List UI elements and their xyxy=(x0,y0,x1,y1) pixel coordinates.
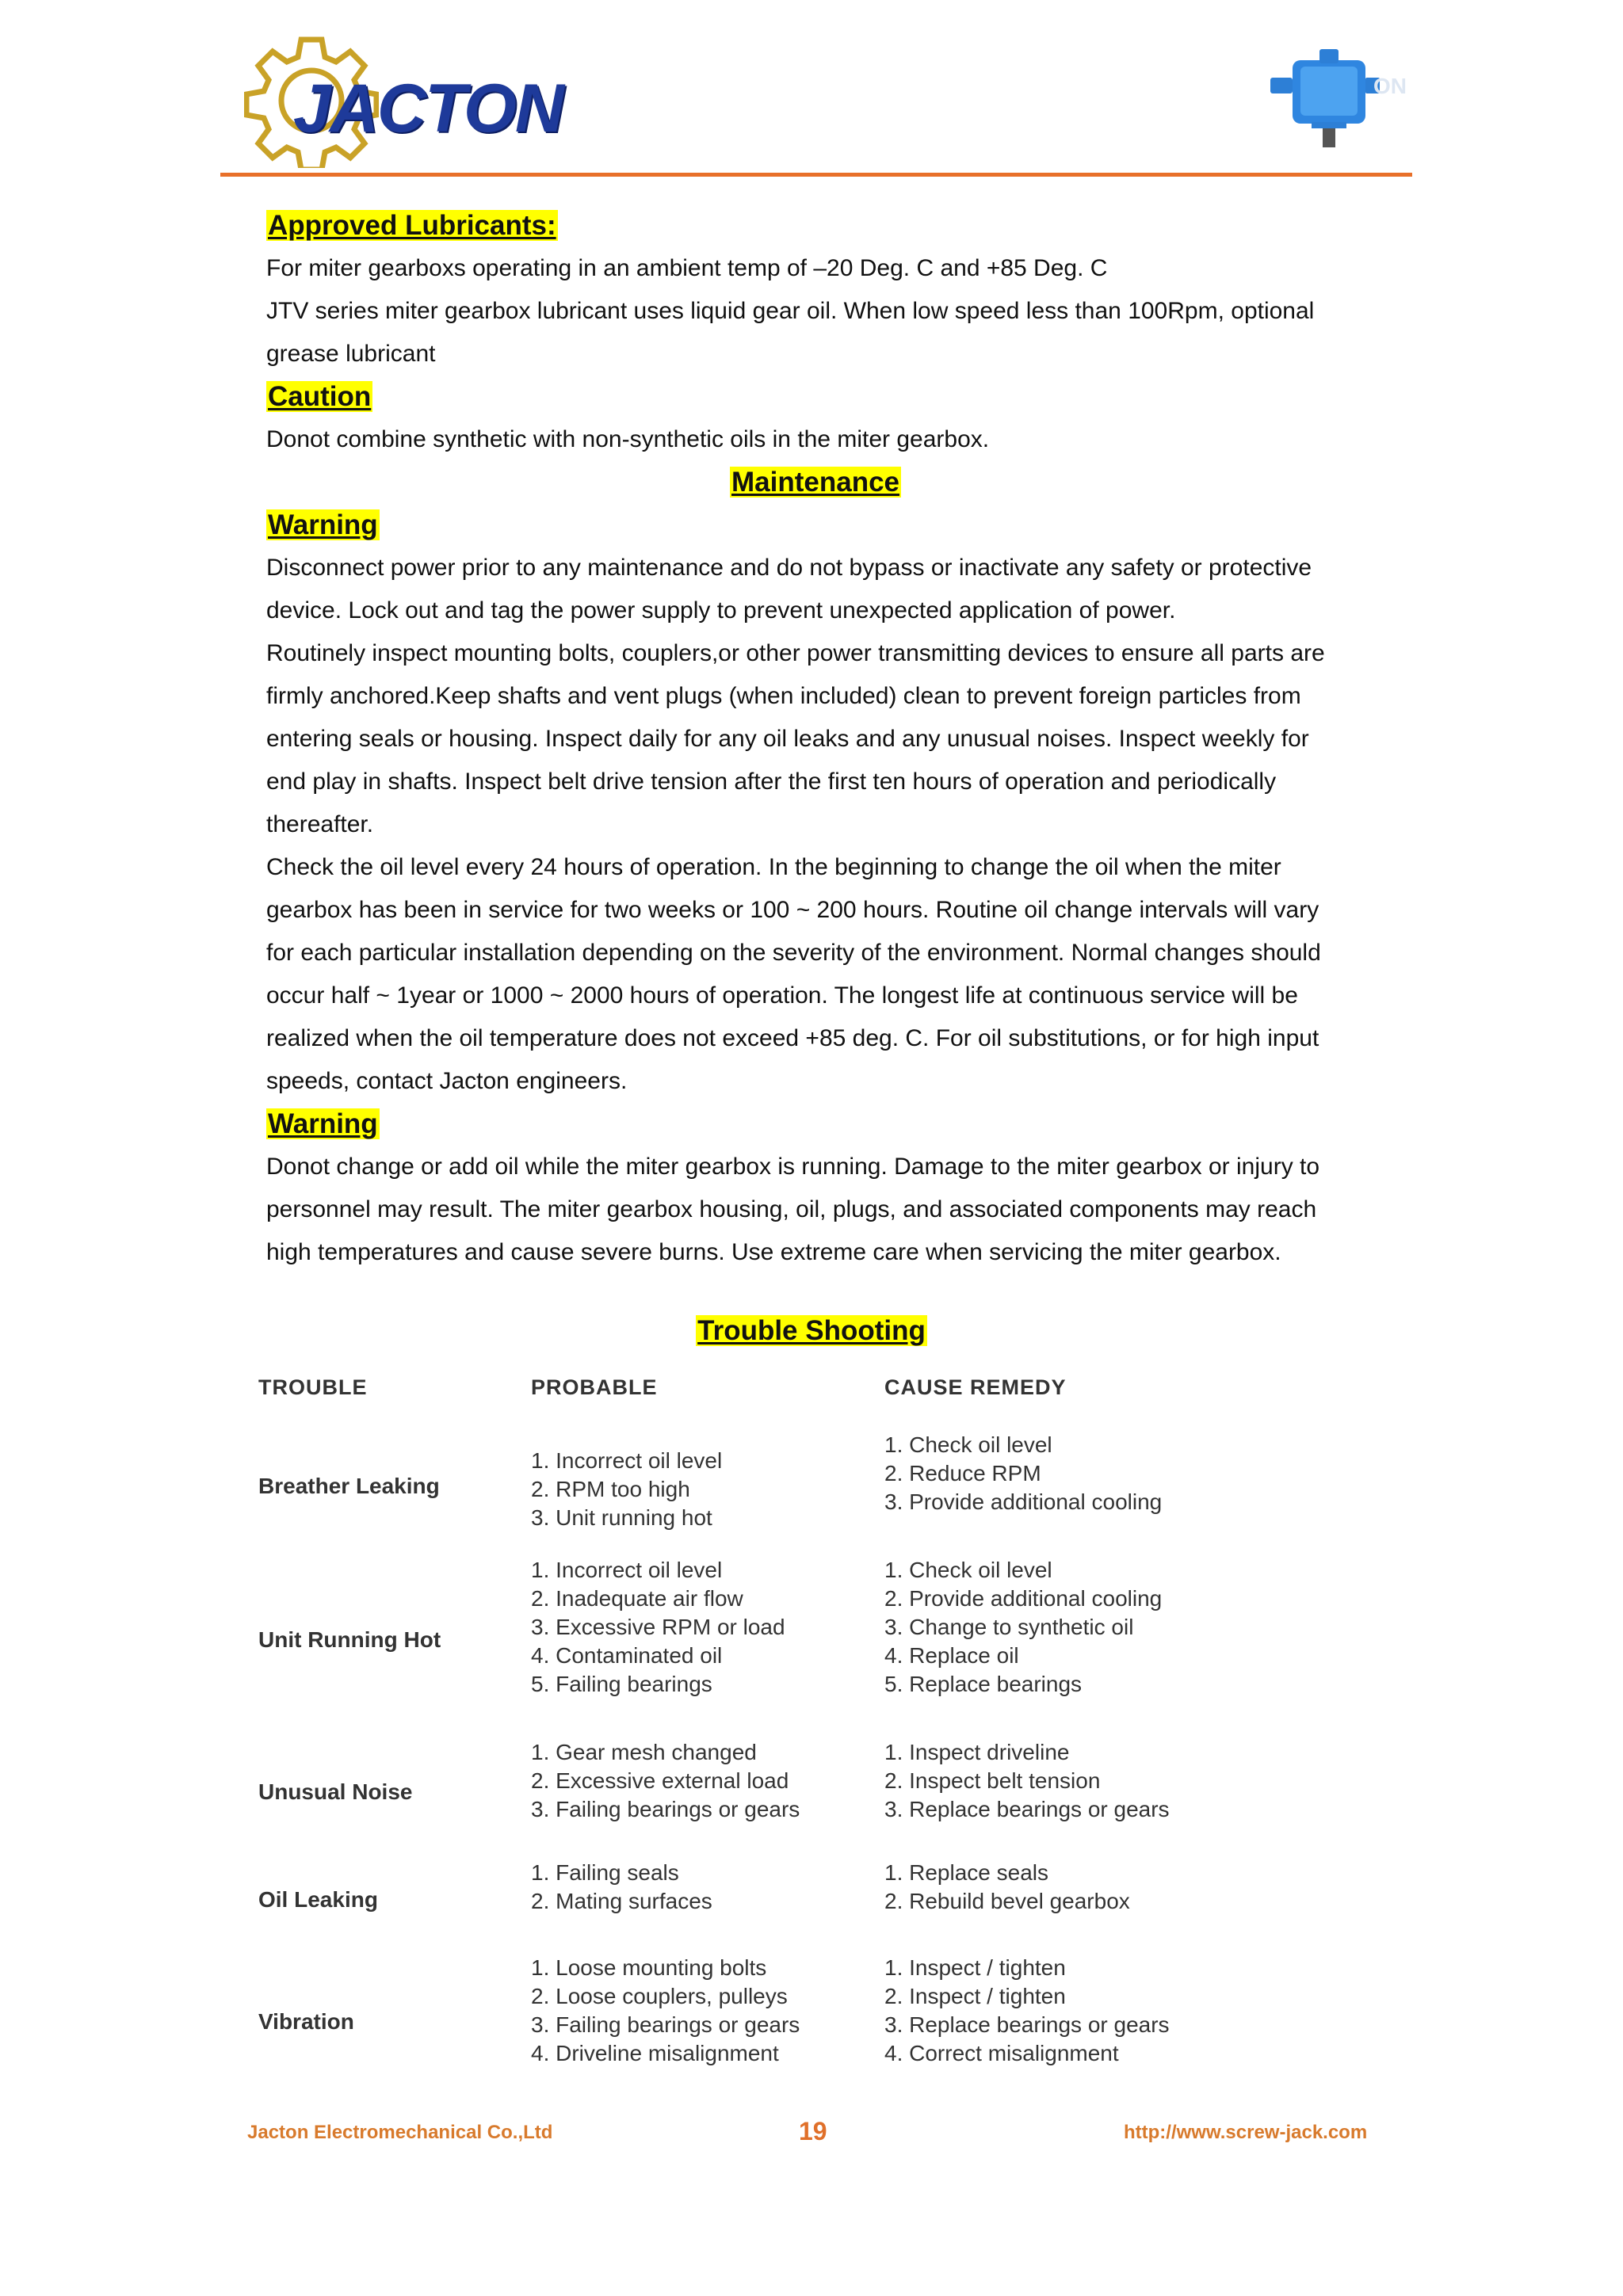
paragraph-line: For miter gearboxs operating in an ambient temp of –20 Deg. C and +85 Deg. C xyxy=(266,255,1108,281)
remedy-list xyxy=(884,1954,1170,2068)
paragraph-line: Check the oil level every 24 hours of operation. In the beginning to change the oil when the miter xyxy=(266,854,1281,880)
remedy-list xyxy=(884,1738,1170,1824)
list-item: 2. Rebuild bevel gearbox xyxy=(884,1889,1130,1913)
list-item: 3. Replace bearings or gears xyxy=(884,1797,1170,1821)
list-item: 4. Replace oil xyxy=(884,1643,1019,1668)
remedy-list xyxy=(884,1859,1130,1916)
caution-heading: Caution xyxy=(268,381,372,412)
list-item: 4. Correct misalignment xyxy=(884,2041,1119,2065)
paragraph-line: grease lubricant xyxy=(266,341,436,367)
probable-cause-list xyxy=(531,1447,722,1532)
list-item: 3. Change to synthetic oil xyxy=(884,1615,1134,1639)
list-item: 2. Excessive external load xyxy=(531,1768,789,1793)
paragraph-line: Disconnect power prior to any maintenance and do not bypass or inactivate any safety or protective xyxy=(266,555,1312,581)
trouble-cell: Breather Leaking xyxy=(258,1474,440,1498)
logo-wordmark: JACTON xyxy=(293,71,563,147)
list-item: 1. Incorrect oil level xyxy=(531,1448,723,1473)
warning-heading: Warning xyxy=(268,509,378,540)
footer-url[interactable]: http://www.screw-jack.com xyxy=(1124,2122,1368,2143)
list-item: 2. Inspect / tighten xyxy=(884,1984,1066,2008)
list-item: 2. Reduce RPM xyxy=(884,1461,1041,1486)
paragraph-line: Donot change or add oil while the miter gearbox is running. Damage to the miter gearbox or injury to xyxy=(266,1154,1320,1180)
miter-gearbox-icon xyxy=(1264,46,1407,165)
probable-cause-list xyxy=(531,1954,800,2068)
list-item: 1. Incorrect oil level xyxy=(531,1558,723,1582)
list-item: 3. Replace bearings or gears xyxy=(884,2012,1170,2037)
paragraph-line: Donot combine synthetic with non-synthetic oils in the miter gearbox. xyxy=(266,426,990,452)
trouble-cell: Vibration xyxy=(258,2009,354,2034)
trouble-cell: Unusual Noise xyxy=(258,1779,413,1804)
footer-company: Jacton Electromechanical Co.,Ltd xyxy=(247,2122,553,2143)
list-item: 3. Failing bearings or gears xyxy=(531,2012,800,2037)
list-item: 4. Driveline misalignment xyxy=(531,2041,779,2065)
paragraph-line: personnel may result. The miter gearbox housing, oil, plugs, and associated components may reach xyxy=(266,1196,1317,1222)
column-header-probable: PROBABLE xyxy=(531,1375,658,1399)
paragraph-line: gearbox has been in service for two weeks or 100 ~ 200 hours. Routine oil change intervals will vary xyxy=(266,897,1319,923)
paragraph-line: entering seals or housing. Inspect daily for any oil leaks and any unusual noises. Inspect weekly for xyxy=(266,726,1309,752)
list-item: 2. Provide additional cooling xyxy=(884,1586,1163,1611)
manual-content xyxy=(266,204,1376,1274)
paragraph-line: realized when the oil temperature does not exceed +85 deg. C. For oil substitutions, or for high input xyxy=(266,1025,1319,1051)
remedy-list xyxy=(884,1431,1162,1516)
probable-cause-list xyxy=(531,1556,785,1699)
list-item: 5. Failing bearings xyxy=(531,1672,712,1696)
trouble-cell: Oil Leaking xyxy=(258,1887,378,1912)
list-item: 2. Inspect belt tension xyxy=(884,1768,1101,1793)
header-divider xyxy=(220,173,1412,177)
list-item: 2. Inadequate air flow xyxy=(531,1586,743,1611)
list-item: 1. Check oil level xyxy=(884,1558,1052,1582)
column-header-trouble: TROUBLE xyxy=(258,1375,368,1399)
paragraph-line: firmly anchored.Keep shafts and vent plugs (when included) clean to prevent foreign particles from xyxy=(266,683,1301,709)
warning-heading: Warning xyxy=(268,1108,378,1139)
list-item: 3. Provide additional cooling xyxy=(884,1489,1163,1514)
list-item: 1. Failing seals xyxy=(531,1860,679,1885)
probable-cause-list xyxy=(531,1738,800,1824)
list-item: 1. Gear mesh changed xyxy=(531,1740,757,1764)
list-item: 3. Excessive RPM or load xyxy=(531,1615,785,1639)
page-number: 19 xyxy=(799,2117,827,2145)
remedy-list xyxy=(884,1556,1162,1699)
paragraph-line: end play in shafts. Inspect belt drive tension after the first ten hours of operation and periodically xyxy=(266,769,1277,795)
list-item: 2. RPM too high xyxy=(531,1477,690,1501)
list-item: 3. Unit running hot xyxy=(531,1505,712,1530)
paragraph-line: JTV series miter gearbox lubricant uses liquid gear oil. When low speed less than 100Rpm, optional xyxy=(266,298,1315,324)
paragraph-line: thereafter. xyxy=(266,811,374,837)
list-item: 1. Loose mounting bolts xyxy=(531,1955,767,1980)
list-item: 2. Mating surfaces xyxy=(531,1889,712,1913)
list-item: 5. Replace bearings xyxy=(884,1672,1083,1696)
paragraph-line: for each particular installation depending on the severity of the environment. Normal changes should xyxy=(266,940,1321,966)
list-item: 2. Loose couplers, pulleys xyxy=(531,1984,788,2008)
list-item: 1. Inspect / tighten xyxy=(884,1955,1066,1980)
paragraph-line: Routinely inspect mounting bolts, couplers,or other power transmitting devices to ensure all parts are xyxy=(266,640,1325,666)
list-item: 3. Failing bearings or gears xyxy=(531,1797,800,1821)
list-item: 1. Inspect driveline xyxy=(884,1740,1070,1764)
paragraph-line: device. Lock out and tag the power supply to prevent unexpected application of power. xyxy=(266,597,1176,624)
lubricants-heading: Approved Lubricants: xyxy=(268,210,556,241)
paragraph-line: high temperatures and cause severe burns. Use extreme care when servicing the miter gearbox. xyxy=(266,1239,1281,1265)
svg-text:ON: ON xyxy=(1373,74,1407,98)
paragraph-line: occur half ~ 1year or 1000 ~ 2000 hours of operation. The longest life at continuous service will be xyxy=(266,982,1298,1009)
list-item: 1. Replace seals xyxy=(884,1860,1049,1885)
list-item: 4. Contaminated oil xyxy=(531,1643,723,1668)
list-item: 1. Check oil level xyxy=(884,1432,1052,1457)
trouble-shooting-heading: Trouble Shooting xyxy=(697,1315,926,1346)
trouble-cell: Unit Running Hot xyxy=(258,1627,441,1652)
probable-cause-list xyxy=(531,1859,712,1916)
company-logo xyxy=(244,33,563,168)
column-header-remedy: CAUSE REMEDY xyxy=(884,1375,1067,1399)
maintenance-heading: Maintenance xyxy=(731,467,899,498)
paragraph-line: speeds, contact Jacton engineers. xyxy=(266,1068,628,1094)
